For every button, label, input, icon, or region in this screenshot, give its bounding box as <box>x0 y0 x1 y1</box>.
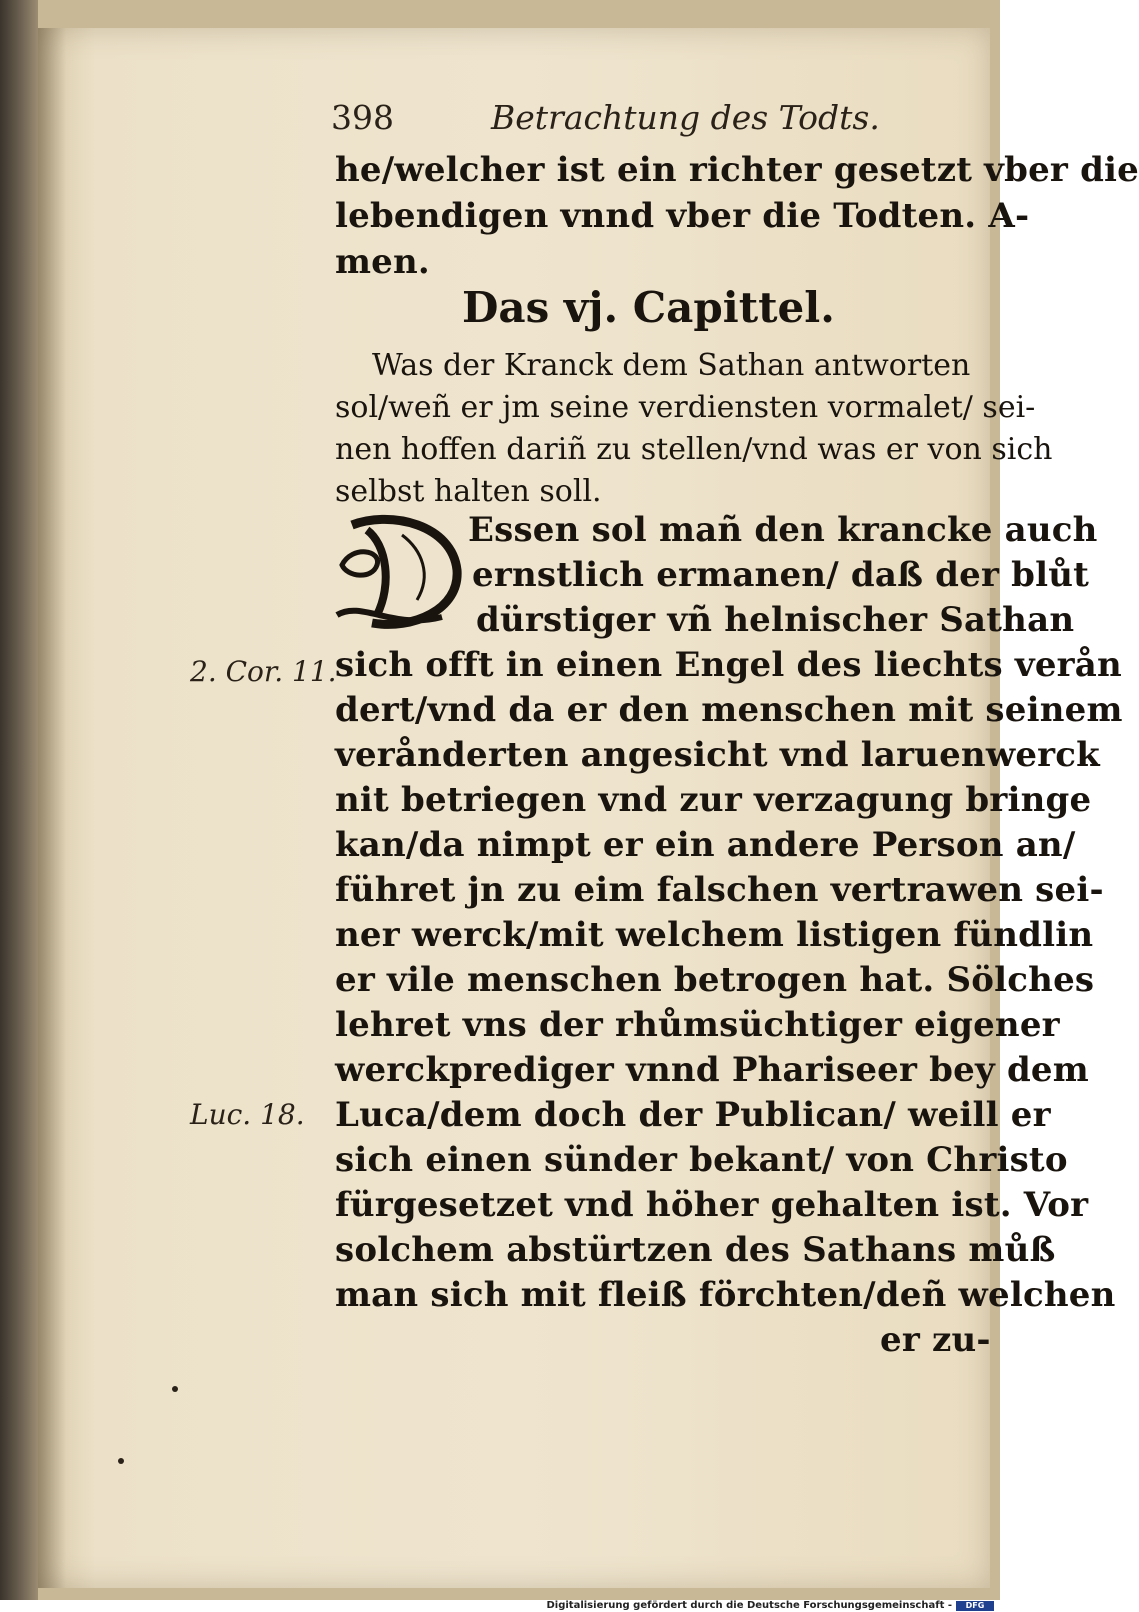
text-line: nit betriegen vnd zur verzagung bringe <box>335 780 1092 820</box>
text-line: dert/vnd da er den menschen mit seinem <box>335 690 1123 730</box>
footer-bar <box>0 1600 1000 1612</box>
dfg-logo: DFG <box>956 1601 994 1611</box>
text-line: kan/da nimpt er ein andere Person an/ <box>335 825 1076 865</box>
running-header <box>331 98 880 142</box>
text-line: sich offt in einen Engel des liechts verån <box>335 645 1122 685</box>
page-fold-shadow <box>38 28 66 1588</box>
text-line: ner werck/mit welchem listigen fündlin <box>335 915 1094 955</box>
running-title: Betrachtung des Todts. <box>491 98 880 137</box>
margin-note-cor: 2. Cor. 11. <box>190 655 337 688</box>
summary-line: sol/weñ er jm seine verdiensten vormalet/ sei- <box>335 390 1036 425</box>
decorated-initial-graphic <box>332 505 467 635</box>
text-line: er vile menschen betrogen hat. Sölches <box>335 960 1095 1000</box>
book-spine <box>0 0 38 1600</box>
text-line: werckprediger vnnd Phariseer bey dem <box>335 1050 1089 1090</box>
summary-line: nen hoffen dariñ zu stellen/vnd was er von sich <box>335 432 1053 467</box>
text-line: verånderten angesicht vnd laruenwerck <box>335 735 1100 775</box>
text-line: men. <box>335 242 430 282</box>
text-line: ernstlich ermanen/ daß der blůt <box>472 555 1090 595</box>
text-line: lebendigen vnnd vber die Todten. A- <box>335 196 1030 236</box>
footer-credit: Digitalisierung gefördert durch die Deutsche Forschungsgemeinschaft - <box>546 1600 952 1611</box>
text-line: führet jn zu eim falschen vertrawen sei- <box>335 870 1104 910</box>
text-line: lehret vns der rhůmsüchtiger eigener <box>335 1005 1060 1045</box>
page-number: 398 <box>331 98 394 137</box>
text-line: dürstiger vñ helnischer Sathan <box>476 600 1075 640</box>
text-line: fürgesetzet vnd höher gehalten ist. Vor <box>335 1185 1089 1225</box>
text-line: Essen sol mañ den krancke auch <box>468 510 1098 550</box>
text-line: solchem abstürtzen des Sathans můß <box>335 1230 1056 1270</box>
margin-note-luc: Luc. 18. <box>190 1098 305 1131</box>
chapter-heading: Das vj. Capittel. <box>462 283 835 332</box>
ink-speck <box>172 1386 178 1392</box>
text-line: he/welcher ist ein richter gesetzt vber die <box>335 150 1139 190</box>
decorated-initial <box>332 505 467 635</box>
summary-line: selbst halten soll. <box>335 474 602 509</box>
ink-speck <box>118 1458 124 1464</box>
summary-line: Was der Kranck dem Sathan antworten <box>372 348 971 383</box>
catchword: er zu- <box>880 1320 991 1360</box>
text-line: Luca/dem doch der Publican/ weill er <box>335 1095 1051 1135</box>
text-line: man sich mit fleiß förchten/deñ welchen <box>335 1275 1116 1315</box>
text-line: sich einen sünder bekant/ von Christo <box>335 1140 1068 1180</box>
